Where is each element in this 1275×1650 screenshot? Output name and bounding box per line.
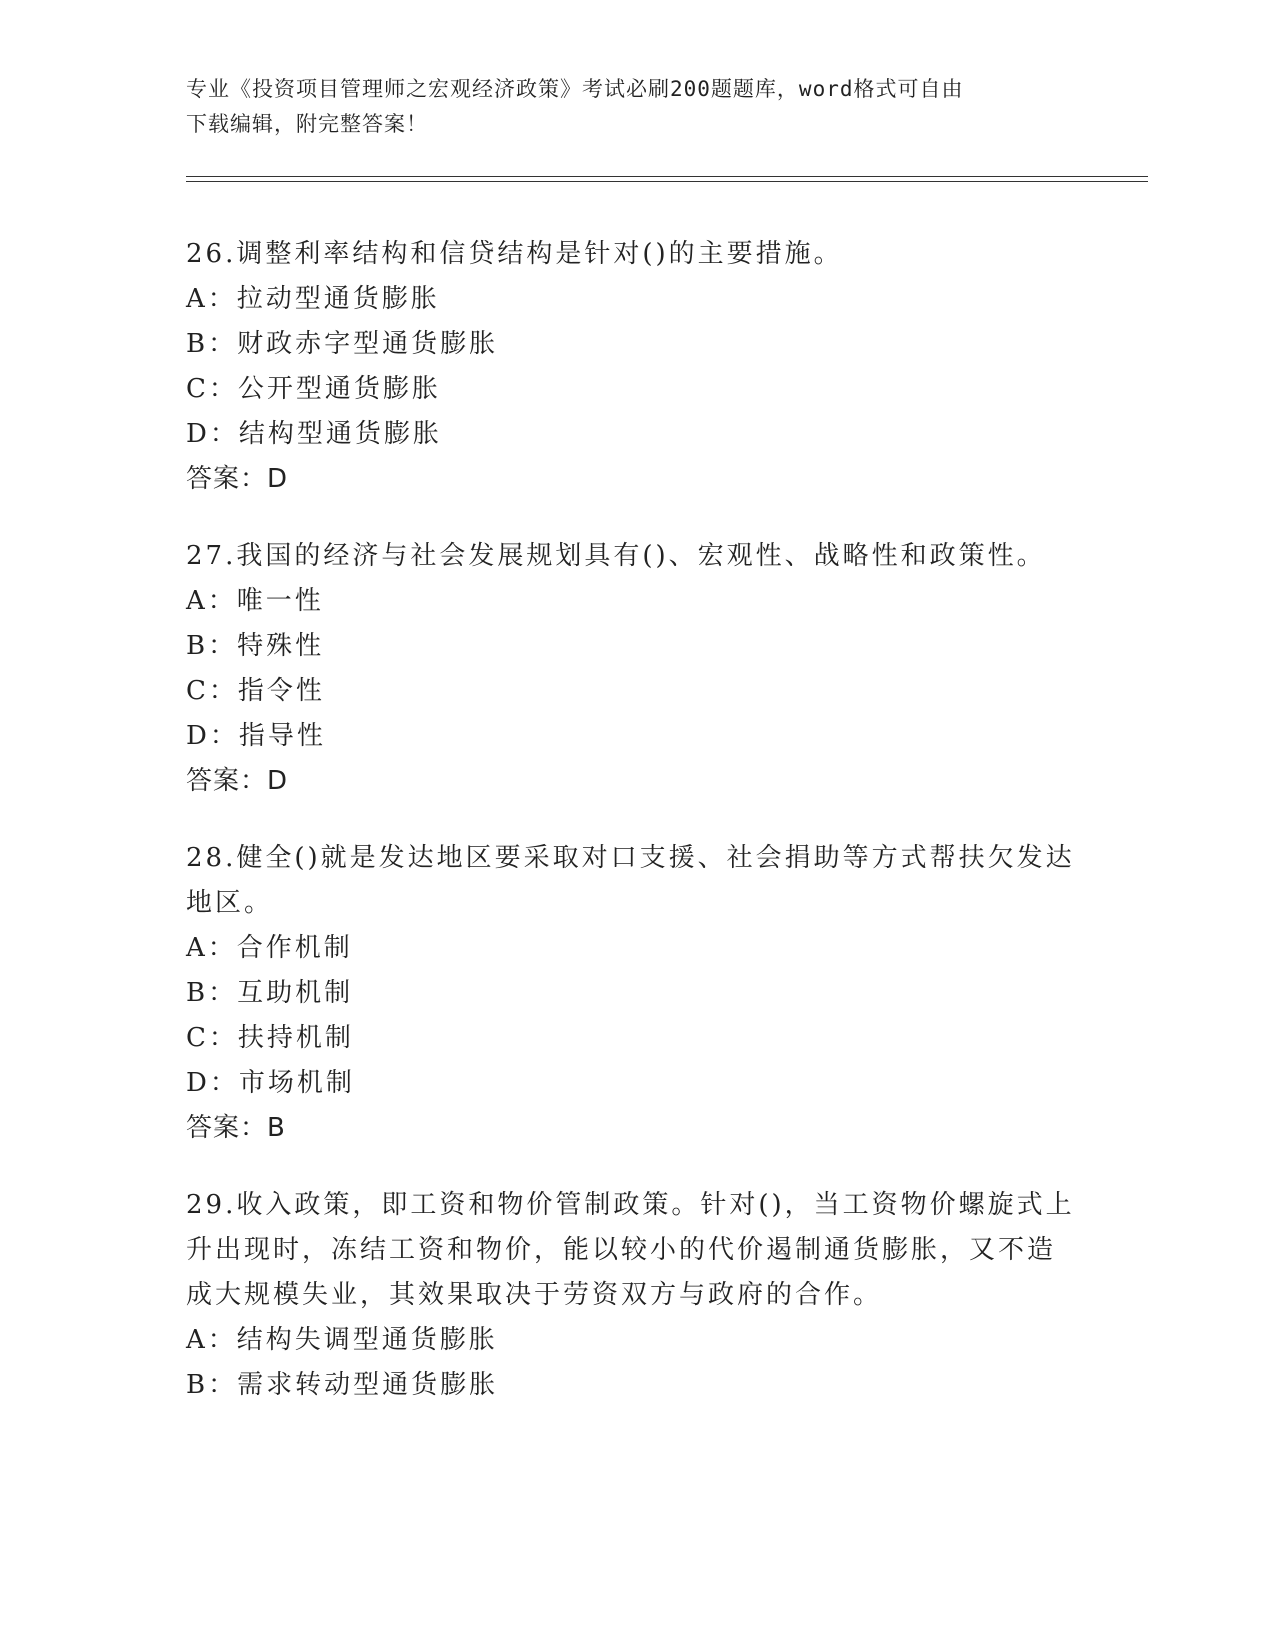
- question-27-option-d: D：指导性: [186, 721, 326, 751]
- question-28-text-line-1: 28.健全()就是发达地区要采取对口支援、社会捐助等方式帮扶欠发达: [186, 843, 1075, 873]
- question-27-text-line-1: 27.我国的经济与社会发展规划具有()、宏观性、战略性和政策性。: [186, 541, 1046, 571]
- question-26-text-line-1: 26.调整利率结构和信贷结构是针对()的主要措施。: [186, 239, 843, 269]
- question-28-option-c: C：扶持机制: [186, 1023, 354, 1053]
- question-27-option-b: B：特殊性: [186, 631, 325, 661]
- question-26-option-b: B：财政赤字型通货膨胀: [186, 329, 499, 359]
- question-26-answer: 答案：D: [186, 464, 289, 494]
- question-29-text-line-1: 29.收入政策，即工资和物价管制政策。针对()，当工资物价螺旋式上: [186, 1190, 1075, 1220]
- header-divider-top: [186, 176, 1148, 177]
- question-29-option-a: A：结构失调型通货膨胀: [186, 1325, 498, 1355]
- question-28-text-line-2: 地区。: [186, 888, 274, 918]
- question-26-option-c: C：公开型通货膨胀: [186, 374, 441, 404]
- question-list: [186, 232, 1086, 1440]
- question-27-option-a: A：唯一性: [186, 586, 324, 616]
- question-28-option-a: A：合作机制: [186, 933, 353, 963]
- question-29-text-line-2: 升出现时，冻结工资和物价，能以较小的代价遏制通货膨胀，又不造: [186, 1235, 1057, 1265]
- question-28-option-d: D：市场机制: [186, 1068, 355, 1098]
- header-line-1: 专业《投资项目管理师之宏观经济政策》考试必刷200题题库，word格式可自由: [186, 77, 964, 101]
- question-26: [186, 232, 1086, 502]
- question-28-answer: 答案：B: [186, 1113, 286, 1143]
- question-29-option-b: B：需求转动型通货膨胀: [186, 1370, 499, 1400]
- question-29-text-line-3: 成大规模失业，其效果取决于劳资双方与政府的合作。: [186, 1280, 883, 1310]
- header-divider-bottom: [186, 181, 1148, 182]
- header-line-2: 下载编辑，附完整答案！: [186, 112, 428, 136]
- question-28-option-b: B：互助机制: [186, 978, 354, 1008]
- question-27-answer: 答案：D: [186, 766, 289, 796]
- question-29: [186, 1183, 1086, 1408]
- question-27-option-c: C：指令性: [186, 676, 325, 706]
- question-26-option-a: A：拉动型通货膨胀: [186, 284, 440, 314]
- question-28: [186, 836, 1086, 1151]
- question-26-option-d: D：结构型通货膨胀: [186, 419, 442, 449]
- document-header: [186, 72, 1066, 142]
- question-27: [186, 534, 1086, 804]
